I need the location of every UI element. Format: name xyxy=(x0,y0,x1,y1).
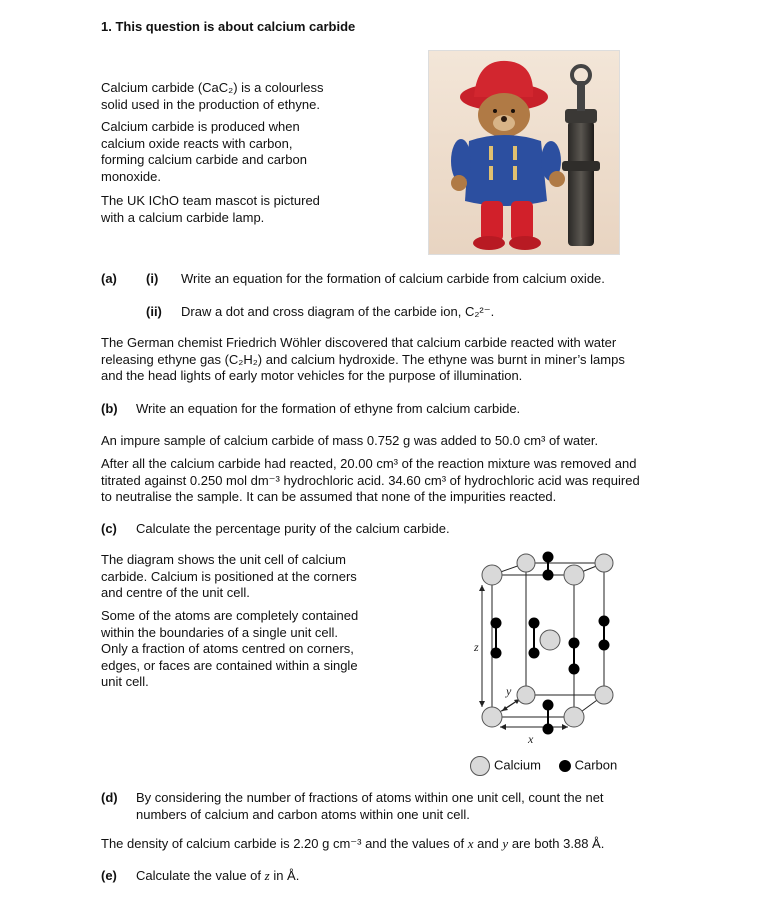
wohler-paragraph: The German chemist Friedrich Wöhler discovered that calcium carbide reacted with water releasing ethyne gas (C₂H₂) and calcium hydroxide. The ethyne was burnt in miner’s lamps and the head lights of early motor vehicles for the purpose of illumination. xyxy=(101,335,625,383)
calcium-legend-icon xyxy=(470,756,490,776)
carbon-atom xyxy=(529,618,540,629)
carbon-atom xyxy=(491,648,502,659)
part-a-label: (a) xyxy=(101,271,117,286)
unit-cell-diagram xyxy=(460,545,630,755)
part-a-i-text: Write an equation for the formation of calcium carbide from calcium oxide. xyxy=(181,271,605,286)
mascot-bear-with-lamp-photo xyxy=(429,51,619,254)
carbon-atom xyxy=(543,724,554,735)
part-e-label: (e) xyxy=(101,868,117,883)
carbon-atom xyxy=(569,638,580,649)
carbon-atom xyxy=(569,664,580,675)
question-title: 1. This question is about calcium carbide xyxy=(101,19,356,34)
sample-paragraph-2: After all the calcium carbide had reacted, 20.00 cm³ of the reaction mixture was removed and titrated against 0.250 mol dm⁻³ hydrochloric acid. 34.60 cm³ of hydrochloric acid was required to neutralise the sample. It can be assumed that none of the impurities reacted. xyxy=(101,456,640,504)
calcium-atom xyxy=(564,565,584,585)
part-e-text: Calculate the value of z in Å. xyxy=(136,868,300,883)
calcium-atom xyxy=(595,686,613,704)
mascot-photo xyxy=(428,50,620,255)
carbon-atom xyxy=(543,700,554,711)
carbon-atom xyxy=(491,618,502,629)
carbon-atom xyxy=(599,616,610,627)
part-d-text: By considering the number of fractions of atoms within one unit cell, count the net numbers of calcium and carbon atoms within one unit cell. xyxy=(136,790,604,822)
calcium-atom xyxy=(564,707,584,727)
carbon-atom xyxy=(543,570,554,581)
carbon-atom xyxy=(529,648,540,659)
carbon-atom xyxy=(543,552,554,563)
carbon-legend-icon xyxy=(559,760,571,772)
calcium-atom xyxy=(517,554,535,572)
part-c-text: Calculate the percentage purity of the calcium carbide. xyxy=(136,521,450,536)
axis-y-label: y xyxy=(506,684,512,698)
part-d-label: (d) xyxy=(101,790,118,805)
intro-paragraph-1: Calcium carbide (CaC₂) is a colourless solid used in the production of ethyne. xyxy=(101,80,324,112)
part-b-label: (b) xyxy=(101,401,118,416)
density-statement: The density of calcium carbide is 2.20 g cm⁻³ and the values of x and y are both 3.88 Å. xyxy=(101,836,605,851)
carbon-atom xyxy=(599,640,610,651)
calcium-atom xyxy=(540,630,560,650)
calcium-legend-label: Calcium xyxy=(494,757,541,773)
unit-cell-paragraph-1: The diagram shows the unit cell of calcium carbide. Calcium is positioned at the corners and centre of the unit cell. xyxy=(101,552,357,600)
part-a-ii-text: Draw a dot and cross diagram of the carbide ion, C₂²⁻. xyxy=(181,304,495,319)
sample-paragraph-1: An impure sample of calcium carbide of mass 0.752 g was added to 50.0 cm³ of water. xyxy=(101,433,599,448)
calcium-atom xyxy=(595,554,613,572)
part-c-label: (c) xyxy=(101,521,117,536)
intro-paragraph-2: Calcium carbide is produced when calcium oxide reacts with carbon, forming calcium carbide and carbon monoxide. xyxy=(101,119,307,184)
axis-x-label: x xyxy=(528,732,534,746)
part-a-i-label: (i) xyxy=(146,271,159,286)
intro-paragraph-3: The UK IChO team mascot is pictured with a calcium carbide lamp. xyxy=(101,193,320,225)
part-a-ii-label: (ii) xyxy=(146,304,162,319)
unit-cell-paragraph-2: Some of the atoms are completely contained within the boundaries of a single unit cell. Only a fraction of atoms centred on corners, edges, or faces are contained within a single unit cell. xyxy=(101,608,359,689)
axis-z-label: z xyxy=(474,640,479,654)
calcium-atom xyxy=(482,565,502,585)
diagram-legend xyxy=(470,756,617,776)
calcium-atom xyxy=(517,686,535,704)
carbon-legend-label: Carbon xyxy=(574,757,618,773)
calcium-atom xyxy=(482,707,502,727)
part-b-text: Write an equation for the formation of ethyne from calcium carbide. xyxy=(136,401,521,416)
